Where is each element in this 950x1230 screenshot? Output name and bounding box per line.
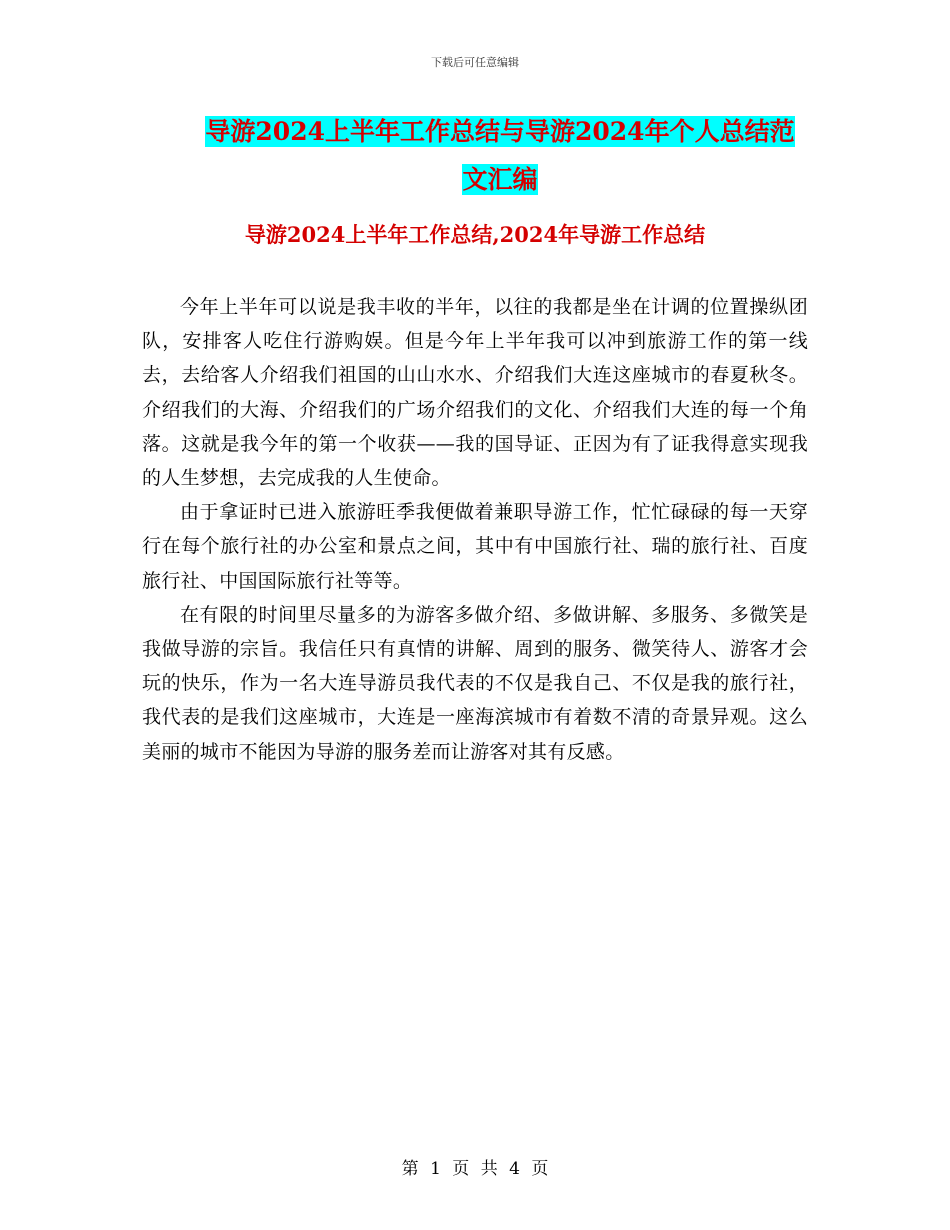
paragraph-2: 由于拿证时已进入旅游旺季我便做着兼职导游工作，忙忙碌碌的每一天穿行在每个旅行社的办公室和景点之间，其中有中国旅行社、瑞的旅行社、百度旅行社、中国国际旅行社等等。 — [142, 501, 808, 592]
document-title-line-1: 导游2024上半年工作总结与导游2024年个人总结范 — [205, 117, 795, 146]
document-title — [120, 108, 880, 204]
paragraph-3: 在有限的时间里尽量多的为游客多做介绍、多做讲解、多服务、多微笑是我做导游的宗旨。我信任只有真情的讲解、周到的服务、微笑待人、游客才会玩的快乐，作为一名大连导游员我代表的不仅是我自己、不仅是我的旅行社，我代表的是我们这座城市，大连是一座海滨城市有着数不清的奇景异观。这么美丽的城市不能因为导游的服务差而让游客对其有反感。 — [142, 603, 808, 763]
header-note: 下载后可任意编辑 — [431, 56, 519, 69]
paragraph-1: 今年上半年可以说是我丰收的半年，以往的我都是坐在计调的位置操纵团队，安排客人吃住行游购娱。但是今年上半年我可以冲到旅游工作的第一线去，去给客人介绍我们祖国的山山水水、介绍我们大连这座城市的春夏秋冬。介绍我们的大海、介绍我们的广场介绍我们的文化、介绍我们大连的每一个角落。这就是我今年的第一个收获——我的国导证、正因为有了证我得意实现我的人生梦想，去完成我的人生使命。 — [142, 296, 808, 490]
section-title: 导游2024上半年工作总结,2024年导游工作总结 — [244, 222, 706, 247]
body-text — [142, 290, 808, 769]
document-title-line-2: 文汇编 — [462, 165, 538, 194]
page-footer: 第 1 页 共 4 页 — [401, 1159, 549, 1179]
